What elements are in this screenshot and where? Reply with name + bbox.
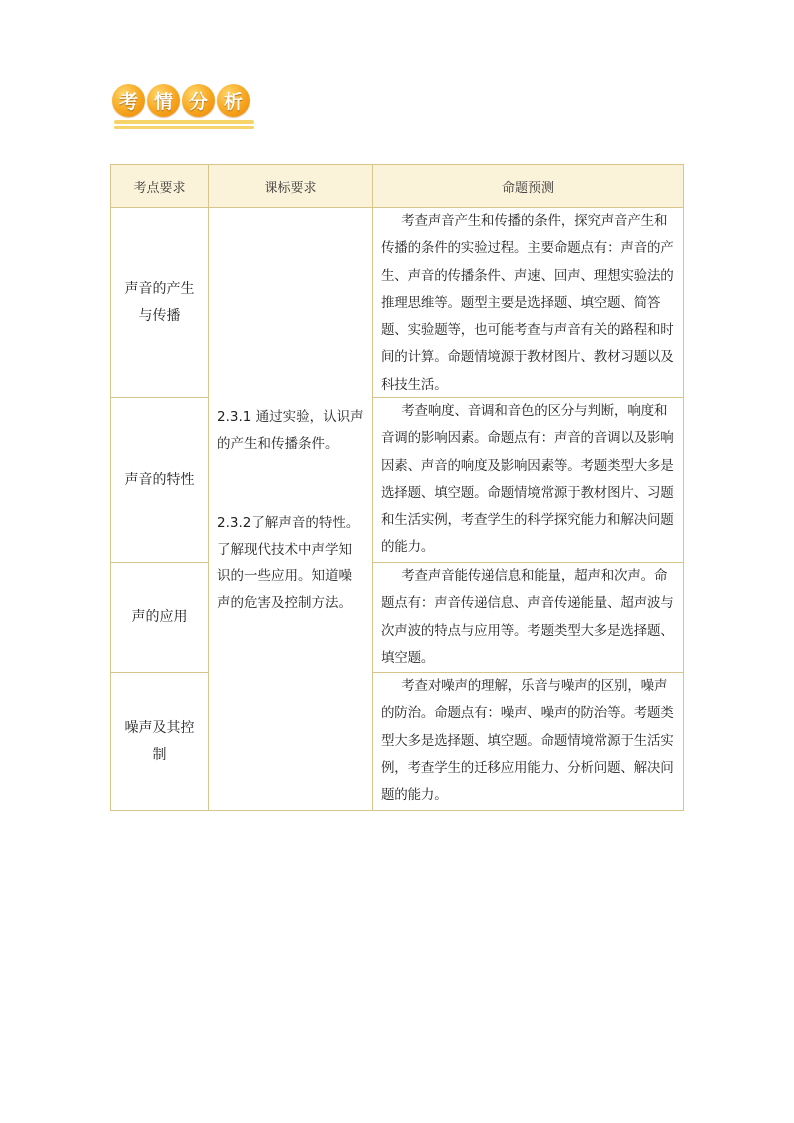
prediction-cell: 考查声音能传递信息和能量，超声和次声。命题点有：声音传递信息、声音传递能量、超声波与次声波的特点与应用等。考题类型大多是选择题、填空题。: [372, 562, 684, 673]
topic-text: 声音的产生与传播: [124, 280, 195, 324]
prediction-cell: 考查响度、音调和音色的区分与判断，响度和音调的影响因素。命题点有：声音的音调以及影响因素、声音的响度及影响因素等。考题类型大多是选择题、填空题。命题情境常源于教材图片、习题和生活实例，考查学生的科学探究能力和解决问题的能力。: [372, 397, 684, 563]
topic-cell: [110, 397, 209, 563]
topic-text: 声的应用: [131, 609, 188, 625]
banner-char: 情: [147, 84, 180, 117]
topic-text: 噪声及其控制: [124, 719, 195, 763]
standard-text-1: 2.3.1 通过实验，认识声的产生和传播条件。: [217, 409, 364, 452]
banner-char: 考: [112, 84, 145, 117]
standard-cell: [208, 207, 373, 811]
prediction-cell: 考查声音产生和传播的条件，探究声音产生和传播的条件的实验过程。主要命题点有：声音的产生、声音的传播条件、声速、回声、理想实验法的推理思维等。题型主要是选择题、填空题、简答题、实验题等，也可能考查与声音有关的路程和时间的计算。命题情境源于教材图片、教材习题以及科技生活。: [372, 207, 684, 398]
banner-underline: [114, 120, 254, 124]
header-topic: 考点要求: [110, 164, 209, 208]
banner-char: 析: [217, 84, 250, 117]
header-standard: 课标要求: [208, 164, 373, 208]
header-prediction: 命题预测: [372, 164, 684, 208]
banner-underline-2: [114, 126, 254, 129]
standard-text-2: 2.3.2了解声音的特性。了解现代技术中声学知识的一些应用。知道噪声的危害及控制方法。: [217, 515, 360, 611]
prediction-cell: 考查对噪声的理解，乐音与噪声的区别，噪声的防治。命题点有：噪声、噪声的防治等。考题类型大多是选择题、填空题。命题情境常源于生活实例，考查学生的迁移应用能力、分析问题、解决问题的能力。: [372, 672, 684, 811]
analysis-table: [110, 164, 684, 811]
topic-cell: [110, 562, 209, 673]
banner-char: 分: [182, 84, 215, 117]
topic-cell: [110, 207, 209, 398]
section-banner: [110, 84, 256, 134]
topic-text: 声音的特性: [124, 471, 195, 488]
topic-cell: [110, 672, 209, 811]
banner-title: [112, 84, 250, 117]
